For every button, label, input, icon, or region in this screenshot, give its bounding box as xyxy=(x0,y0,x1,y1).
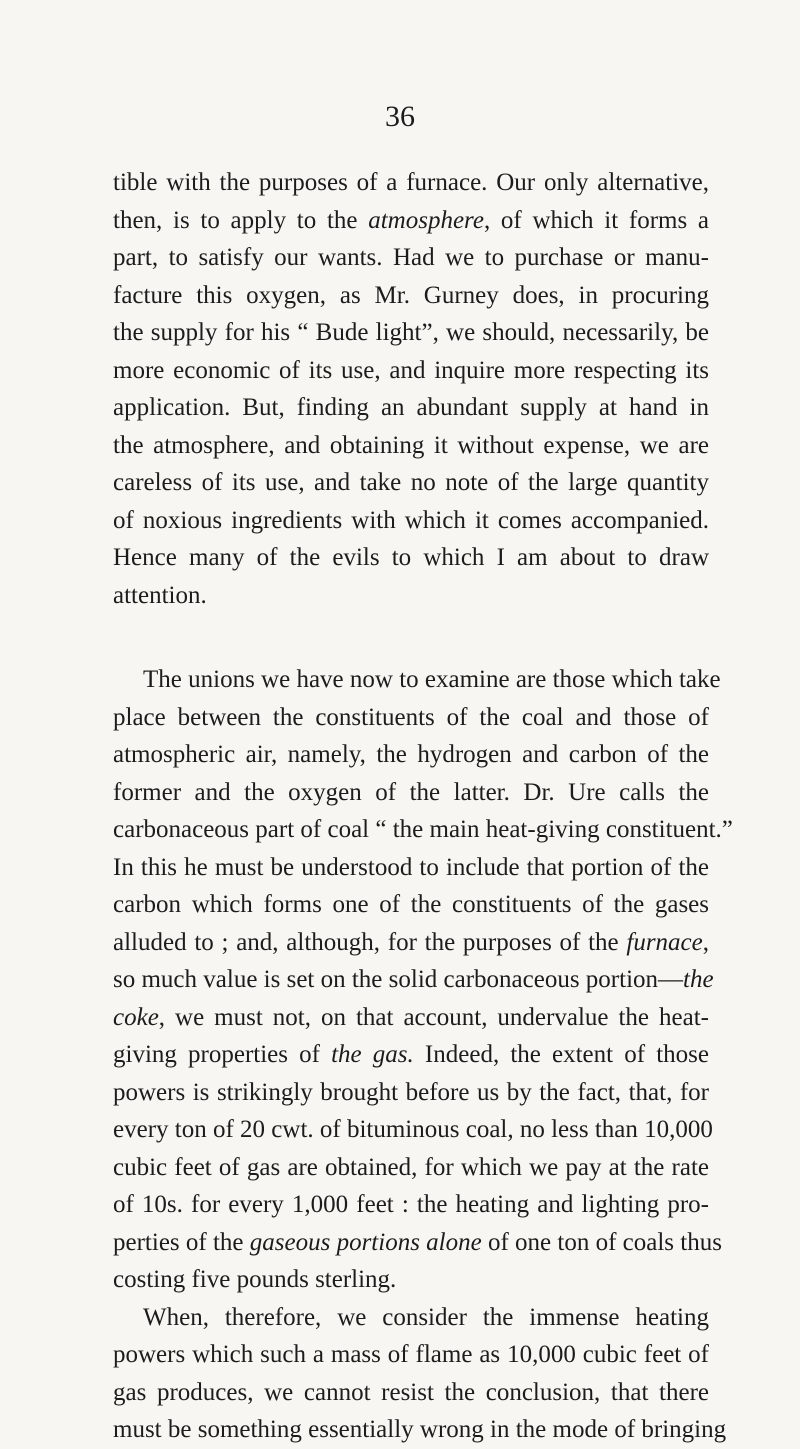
text-line: the supply for his “ Bude light”, we should, necessarily, be xyxy=(113,319,709,346)
text-line: must be something essentially wrong in the mode of bringing xyxy=(113,1416,727,1443)
text-line: coke, we must not, on that account, undervalue the heat- xyxy=(113,1003,709,1031)
text-line: application. But, finding an abundant supply at hand in xyxy=(113,394,709,421)
text-line: alluded to ; and, although, for the purposes of the furnace, xyxy=(113,928,709,956)
text-line: of 10s. for every 1,000 feet : the heating and lighting pro- xyxy=(113,1191,709,1218)
text-line: perties of the gaseous portions alone of one ton of coals thus xyxy=(113,1228,722,1256)
text-line: When, therefore, we consider the immense heating xyxy=(143,1303,709,1331)
text-line: carbonaceous part of coal “ the main heat-giving constituent.” xyxy=(113,816,733,843)
text-line: costing five pounds sterling. xyxy=(113,1266,397,1293)
text-line: careless of its use, and take no note of the large quantity xyxy=(113,469,709,496)
text-line: place between the constituents of the coal and those of xyxy=(113,703,709,731)
text-line: the atmosphere, and obtaining it without expense, we are xyxy=(113,431,709,459)
text-line: of noxious ingredients with which it comes accompanied. xyxy=(113,506,709,534)
text-line: every ton of 20 cwt. of bituminous coal, no less than 10,000 xyxy=(113,1116,713,1143)
text-line: powers which such a mass of flame as 10,000 cubic feet of xyxy=(113,1341,709,1368)
text-line: gas produces, we cannot resist the conclusion, that there xyxy=(113,1378,709,1406)
text-line: facture this oxygen, as Mr. Gurney does, in procuring xyxy=(113,281,709,309)
text-line: powers is strikingly brought before us by the fact, that, for xyxy=(113,1078,709,1106)
paragraph-2-3 xyxy=(113,661,733,1449)
page-number: 36 xyxy=(385,100,415,133)
paragraph-1 xyxy=(113,164,709,614)
text-line: carbon which forms one of the constituents of the gases xyxy=(113,891,709,918)
text-line: giving properties of the gas. Indeed, the extent of those xyxy=(113,1041,709,1068)
text-line: In this he must be understood to include that portion of the xyxy=(113,853,709,881)
text-line: so much value is set on the solid carbonaceous portion—the xyxy=(113,966,714,993)
text-line: then, is to apply to the atmosphere, of which it forms a xyxy=(113,206,709,234)
text-line: The unions we have now to examine are those which take xyxy=(143,666,721,693)
text-line: atmospheric air, namely, the hydrogen and carbon of the xyxy=(113,741,709,768)
text-line: part, to satisfy our wants. Had we to purchase or manu- xyxy=(113,244,709,271)
text-line: Hence many of the evils to which I am about to draw xyxy=(113,544,709,571)
text-line: cubic feet of gas are obtained, for which we pay at the rate xyxy=(113,1153,709,1181)
text-line: attention. xyxy=(113,581,207,609)
text-line: former and the oxygen of the latter. Dr. Ure calls the xyxy=(113,778,709,806)
text-line: more economic of its use, and inquire more respecting its xyxy=(113,356,709,384)
text-line: tible with the purposes of a furnace. Our only alternative, xyxy=(113,169,709,196)
